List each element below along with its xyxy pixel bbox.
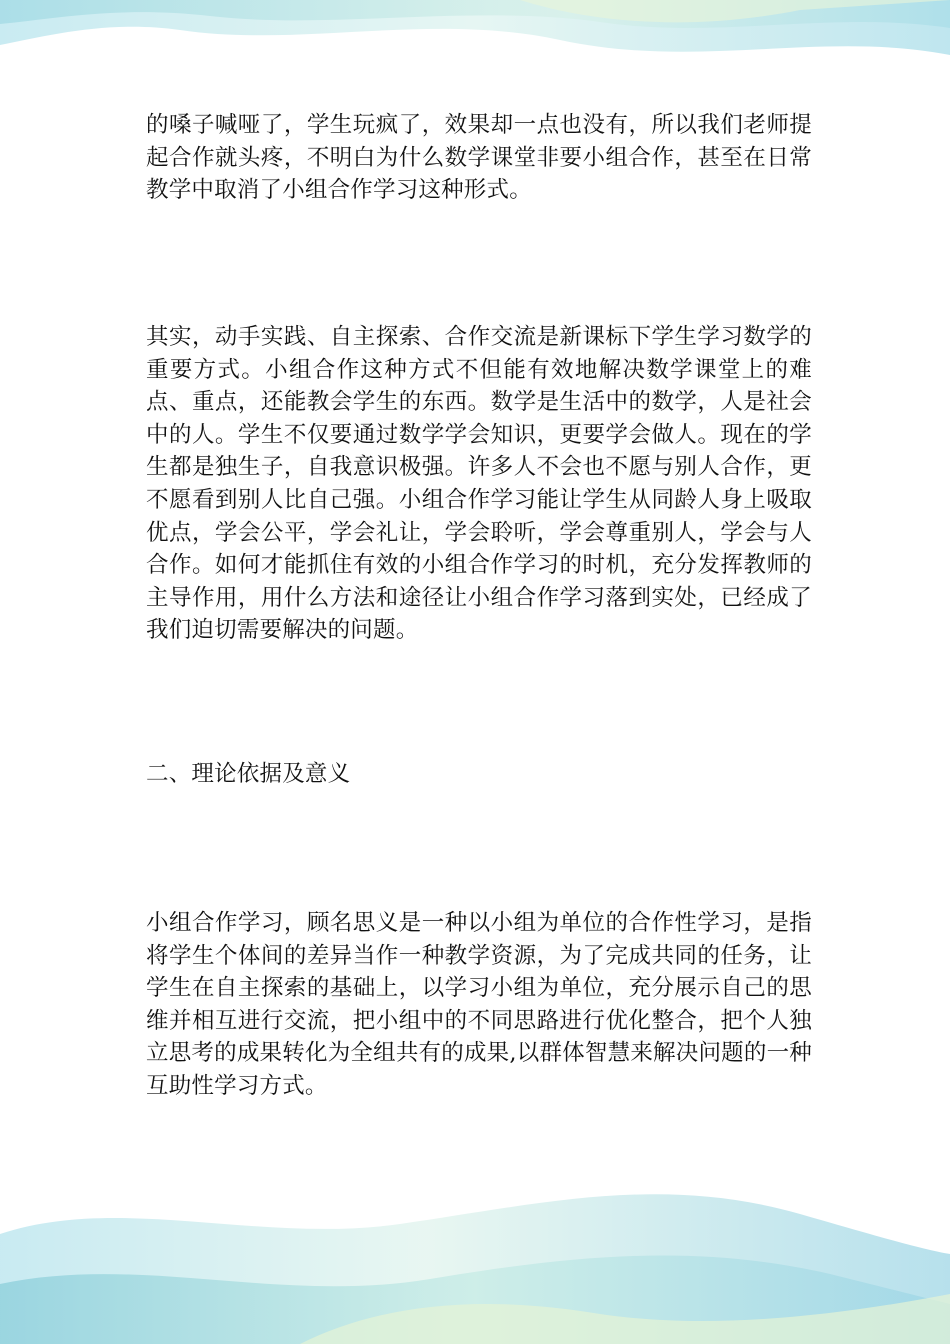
body-paragraph-1: 的嗓子喊哑了，学生玩疯了，效果却一点也没有，所以我们老师提起合作就头疼，不明白为什么数学课堂非要小组合作，甚至在日常教学中取消了小组合作学习这种形式。	[146, 112, 812, 204]
section-heading: 二、理论依据及意义	[146, 761, 351, 787]
bottom-wave-decoration	[0, 1154, 950, 1344]
section-paragraph: 小组合作学习，顾名思义是一种以小组为单位的合作性学习，是指将学生个体间的差异当作一种教学资源，为了完成共同的任务，让学生在自主探索的基础上，以学习小组为单位，充分展示自己的思维并相互进行交流，把小组中的不同思路进行优化整合，把个人独立思考的成果转化为全组共有的成果,以群体智慧来解决问题的一种互助性学习方式。	[146, 910, 812, 1099]
body-paragraph-2: 其实，动手实践、自主探索、合作交流是新课标下学生学习数学的重要方式。小组合作这种方式不但能有效地解决数学课堂上的难点、重点，还能教会学生的东西。数学是生活中的数学，人是社会中的人。学生不仅要通过数学学会知识，更要学会做人。现在的学生都是独生子，自我意识极强。许多人不会也不愿与别人合作，更不愿看到别人比自己强。小组合作学习能让学生从同龄人身上吸取优点，学会公平，学会礼让，学会聆听，学会尊重别人，学会与人合作。如何才能抓住有效的小组合作学习的时机，充分发挥教师的主导作用，用什么方法和途径让小组合作学习落到实处，已经成了我们迫切需要解决的问题。	[146, 324, 812, 644]
top-wave-decoration	[0, 0, 950, 110]
